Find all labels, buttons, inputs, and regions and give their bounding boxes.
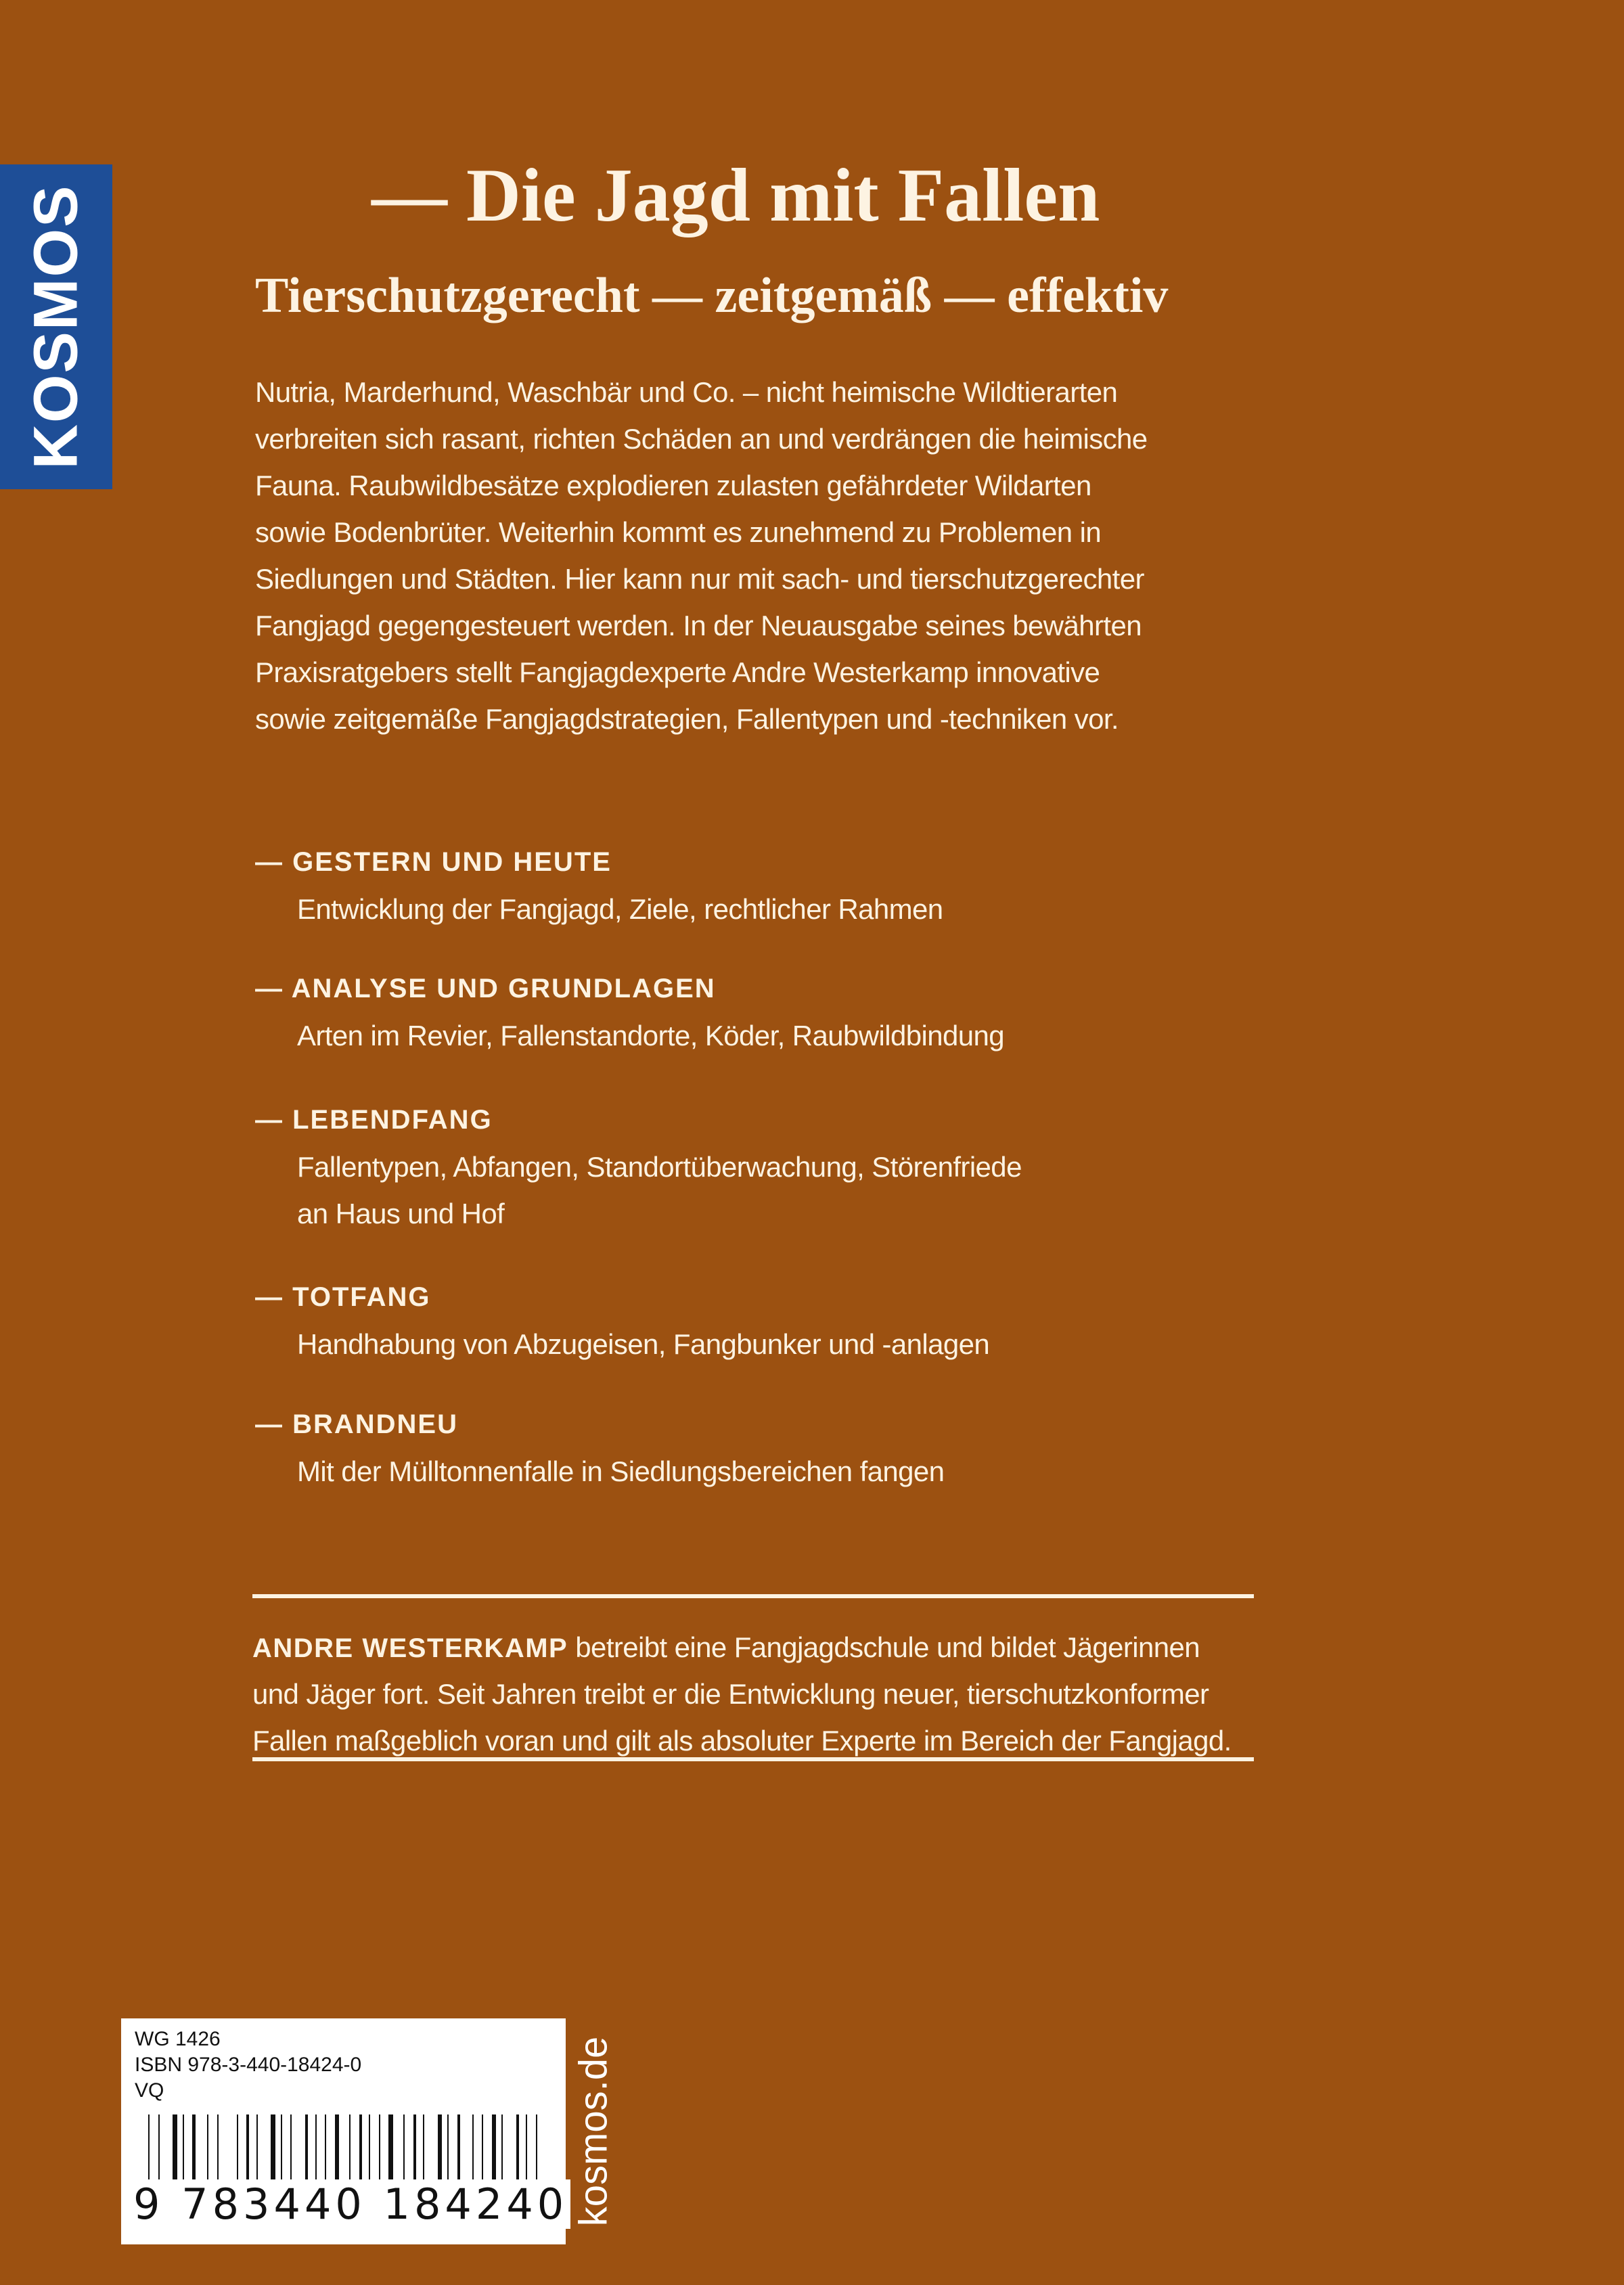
blurb-line: sowie zeitgemäße Fangjagdstrategien, Fallentypen und -techniken vor. bbox=[255, 703, 1119, 735]
book-subtitle: Tierschutzgerecht — zeitgemäß — effektiv bbox=[255, 268, 1169, 323]
blurb-line: Fangjagd gegengesteuert werden. In der Neuausgabe seines bewährten bbox=[255, 610, 1142, 641]
blurb-line: Siedlungen und Städten. Hier kann nur mit sach- und tierschutzgerechter bbox=[255, 563, 1144, 595]
section-heading: — TOTFANG bbox=[255, 1282, 431, 1312]
wg-code: WG 1426 bbox=[135, 2028, 221, 2050]
section-text: Handhabung von Abzugeisen, Fangbunker und -anlagen bbox=[297, 1328, 990, 1360]
author-bio bbox=[252, 1624, 1232, 1764]
website bbox=[572, 2018, 614, 2244]
section-text: an Haus und Hof bbox=[297, 1198, 505, 1229]
vq-code: VQ bbox=[135, 2079, 164, 2102]
author-name: ANDRE WESTERKAMP bbox=[252, 1633, 568, 1663]
author-text: Fallen maßgeblich voran und gilt als absoluter Experte im Bereich der Fangjagd. bbox=[252, 1725, 1232, 1757]
barcode-digits: 9 783440 184240 bbox=[131, 2179, 570, 2229]
blurb-line: Nutria, Marderhund, Waschbär und Co. – nicht heimische Wildtierarten bbox=[255, 376, 1118, 408]
blurb-line: verbreiten sich rasant, richten Schäden an und verdrängen die heimische bbox=[255, 423, 1148, 455]
logo-text: KOSMOS bbox=[21, 184, 91, 470]
section-totfang bbox=[255, 1274, 989, 1367]
section-text: Fallentypen, Abfangen, Standortüberwachung, Störenfriede bbox=[297, 1151, 1022, 1183]
website-text: kosmos.de bbox=[571, 2036, 616, 2227]
blurb-line: Praxisratgebers stellt Fangjagdexperte Andre Westerkamp innovative bbox=[255, 656, 1100, 688]
section-text: Arten im Revier, Fallenstandorte, Köder, Raubwildbindung bbox=[297, 1020, 1005, 1051]
book-title: — Die Jagd mit Fallen bbox=[371, 154, 1100, 237]
blurb bbox=[255, 369, 1148, 742]
section-analyse-und-grundlagen bbox=[255, 966, 1004, 1059]
section-brandneu bbox=[255, 1401, 944, 1495]
author-text: betreibt eine Fangjagdschule und bildet Jägerinnen bbox=[568, 1631, 1200, 1663]
section-heading: — ANALYSE UND GRUNDLAGEN bbox=[255, 974, 716, 1003]
section-gestern-und-heute bbox=[255, 839, 943, 932]
divider-top bbox=[252, 1594, 1254, 1598]
section-heading: — GESTERN UND HEUTE bbox=[255, 847, 612, 877]
section-text: Mit der Mülltonnenfalle in Siedlungsbereichen fangen bbox=[297, 1455, 945, 1487]
isbn: ISBN 978-3-440-18424-0 bbox=[135, 2054, 362, 2076]
section-heading: — LEBENDFANG bbox=[255, 1105, 493, 1135]
divider-bottom bbox=[252, 1757, 1254, 1761]
section-lebendfang bbox=[255, 1097, 1022, 1237]
barcode-label bbox=[121, 2018, 566, 2244]
blurb-line: Fauna. Raubwildbesätze explodieren zulasten gefährdeter Wildarten bbox=[255, 470, 1091, 501]
author-text: und Jäger fort. Seit Jahren treibt er die Entwicklung neuer, tierschutzkonformer bbox=[252, 1678, 1209, 1710]
section-text: Entwicklung der Fangjagd, Ziele, rechtlicher Rahmen bbox=[297, 893, 943, 925]
blurb-line: sowie Bodenbrüter. Weiterhin kommt es zunehmend zu Problemen in bbox=[255, 516, 1102, 548]
kosmos-logo bbox=[0, 164, 112, 489]
section-heading: — BRANDNEU bbox=[255, 1409, 458, 1439]
